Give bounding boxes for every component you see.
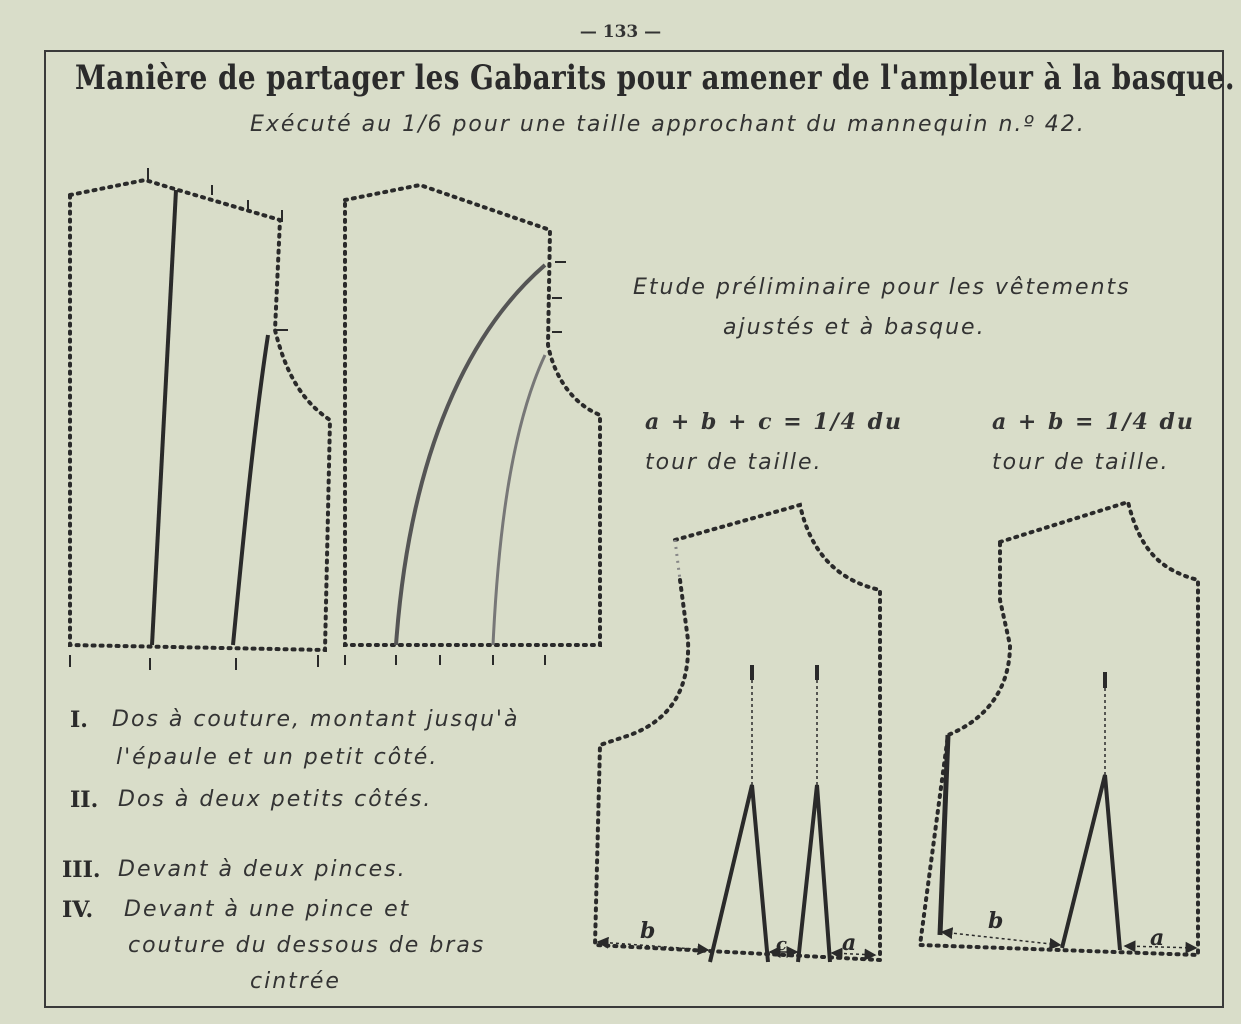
formula-left-caption: tour de taille. bbox=[645, 450, 823, 475]
pattern-back-two-seam-b bbox=[493, 355, 545, 645]
legend-text-4-cont: couture du dessous de bras bbox=[128, 933, 486, 958]
pattern-back-two bbox=[345, 185, 600, 665]
pattern-back-two-outline bbox=[345, 185, 600, 645]
legend-text-3: Devant à deux pinces. bbox=[118, 857, 407, 882]
formula-right-expression: a + b = 1/4 du bbox=[992, 409, 1195, 435]
label-b-left: b bbox=[640, 918, 656, 944]
intro-line-1: Etude préliminaire pour les vêtements bbox=[633, 275, 1131, 300]
pattern-front-one-dart bbox=[920, 502, 1198, 955]
pattern-front-one-dart-outline bbox=[920, 502, 1198, 955]
intro-line-2: ajustés et à basque. bbox=[723, 315, 986, 340]
label-b-right: b bbox=[988, 908, 1004, 934]
legend-text-2: Dos à deux petits côtés. bbox=[118, 787, 433, 812]
pattern-front-two-darts-armhole bbox=[675, 540, 680, 580]
pattern-back-one-side-seam bbox=[233, 335, 268, 645]
page-number: — 133 — bbox=[579, 22, 662, 42]
dart-single bbox=[1062, 775, 1120, 950]
legend-text-4-cont2: cintrée bbox=[250, 969, 341, 994]
label-a-left: a bbox=[842, 930, 857, 956]
pattern-back-two-ticks bbox=[345, 262, 566, 665]
page-subtitle: Exécuté au 1/6 pour une taille approchant du mannequin n.º 42. bbox=[250, 112, 1086, 137]
legend-text-1: Dos à couture, montant jusqu'à bbox=[112, 707, 520, 732]
formula-right-caption: tour de taille. bbox=[992, 450, 1170, 475]
legend-text-1-cont: l'épaule et un petit côté. bbox=[116, 745, 439, 770]
legend-number-3: III. bbox=[62, 857, 101, 883]
page-title: Manière de partager les Gabarits pour amener de l'ampleur à la basque. bbox=[75, 58, 1236, 98]
legend-text-4: Devant à une pince et bbox=[124, 897, 411, 922]
pattern-front-two-darts bbox=[595, 505, 880, 962]
pattern-back-one bbox=[70, 168, 330, 670]
legend-number-1: I. bbox=[70, 707, 88, 733]
pattern-back-one-outline bbox=[70, 180, 330, 650]
dart-two bbox=[798, 785, 830, 962]
label-c-left: c bbox=[776, 934, 787, 955]
legend-number-4: IV. bbox=[62, 897, 94, 923]
label-a-right: a bbox=[1150, 925, 1165, 951]
pattern-front-two-darts-neck bbox=[595, 505, 880, 960]
pattern-back-two-seam-a bbox=[396, 265, 545, 645]
dart-one bbox=[710, 785, 768, 962]
formula-left-expression: a + b + c = 1/4 du bbox=[645, 409, 903, 435]
pattern-back-one-seam bbox=[152, 190, 176, 645]
legend-number-2: II. bbox=[70, 787, 99, 813]
